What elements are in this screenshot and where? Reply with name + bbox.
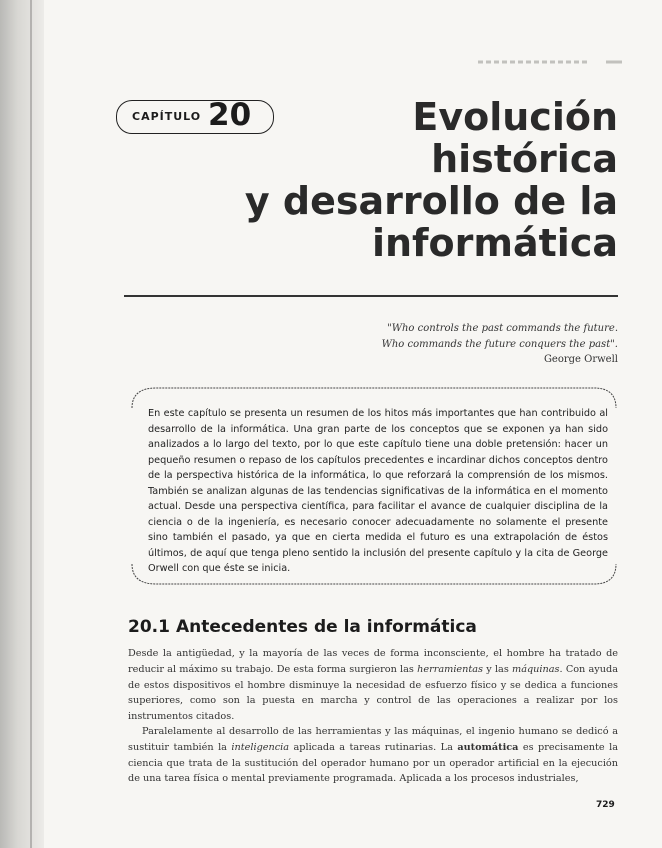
chapter-number: 20 — [208, 97, 252, 133]
page-spine-shadow — [0, 0, 44, 848]
title-line: Evolución — [412, 95, 618, 139]
epigraph — [298, 321, 618, 368]
epigraph-line: "Who controls the past commands the future. — [387, 323, 618, 334]
epigraph-author: George Orwell — [543, 354, 618, 365]
text-run: . Con ayuda de estos dispositivos el hombre disminuye la necesidad de esfuerzo físico y se dedica a funciones superiores, como son la puesta en marcha y control de las operaciones a realizar por los instrumentos citados. — [128, 663, 618, 723]
bold-term: automática — [457, 741, 519, 753]
text-run: Desde la antigüedad, y la mayoría de las veces de forma inconsciente, el hombre ha tratado de reducir al máximo su trabajo. De esta forma surgieron las — [128, 648, 618, 675]
body-paragraph — [128, 646, 618, 725]
emphasis: inteligencia — [231, 741, 290, 753]
text-run: aplicada a tareas rutinarias. La — [289, 741, 458, 753]
page-number: 729 — [596, 800, 615, 810]
emphasis: máquinas — [512, 663, 560, 675]
chapter-abstract: En este capítulo se presenta un resumen de los hitos más importantes que han contribuido al desarrollo de la informática. Una gran parte de los conceptos que se exponen ya han sido analizados a lo largo del texto, por lo que este capítulo tiene una doble pretensión: hacer un pequeño resumen o repaso de los capítulos precedentes e incardinar dichos conceptos dentro de la perspectiva histórica de la informática, lo que reforzará la comprensión de los mismos. También se analizan algunas de las tendencias significativas de la informática en el momento actual. Desde una perspectiva científica, para facilitar el avance de cualquier disciplina de la ciencia o de la ingeniería, es necesario conocer adecuadamente no solamente el presente sino también el pasado, ya que en cierta medida el futuro es una extrapolación de éstos últimos, de aquí que tenga pleno sentido la inclusión del presente capítulo y la cita de George Orwell con que éste se inicia. — [148, 408, 608, 574]
emphasis: herramientas — [417, 663, 484, 675]
title-line: informática — [371, 221, 618, 265]
section-number: 20.1 — [128, 617, 170, 637]
chapter-label: CAPÍTULO — [132, 110, 202, 123]
epigraph-line: Who commands the future conquers the past". — [381, 338, 618, 350]
running-header-page — [606, 58, 622, 68]
title-line: y desarrollo de la — [244, 179, 618, 223]
section-heading — [128, 617, 483, 637]
text-run: es precisamente la ciencia que trata de la sustitución del operador humano por un operador artificial en la ejecución de una tarea física o mental previamente programada. Aplicada a los procesos industriales, — [128, 741, 618, 785]
chapter-title — [198, 96, 618, 264]
section-title: Antecedentes de la informática — [175, 617, 477, 637]
text-run: y las — [483, 663, 513, 675]
binding-line — [30, 0, 32, 848]
title-line: histórica — [431, 137, 618, 181]
body-paragraph — [128, 724, 618, 787]
running-header — [478, 58, 588, 68]
title-divider — [124, 295, 618, 297]
text-run: Paralelamente al desarrollo de las herramientas y las máquinas, el ingenio humano se dedicó a sustituir también la — [128, 726, 618, 753]
